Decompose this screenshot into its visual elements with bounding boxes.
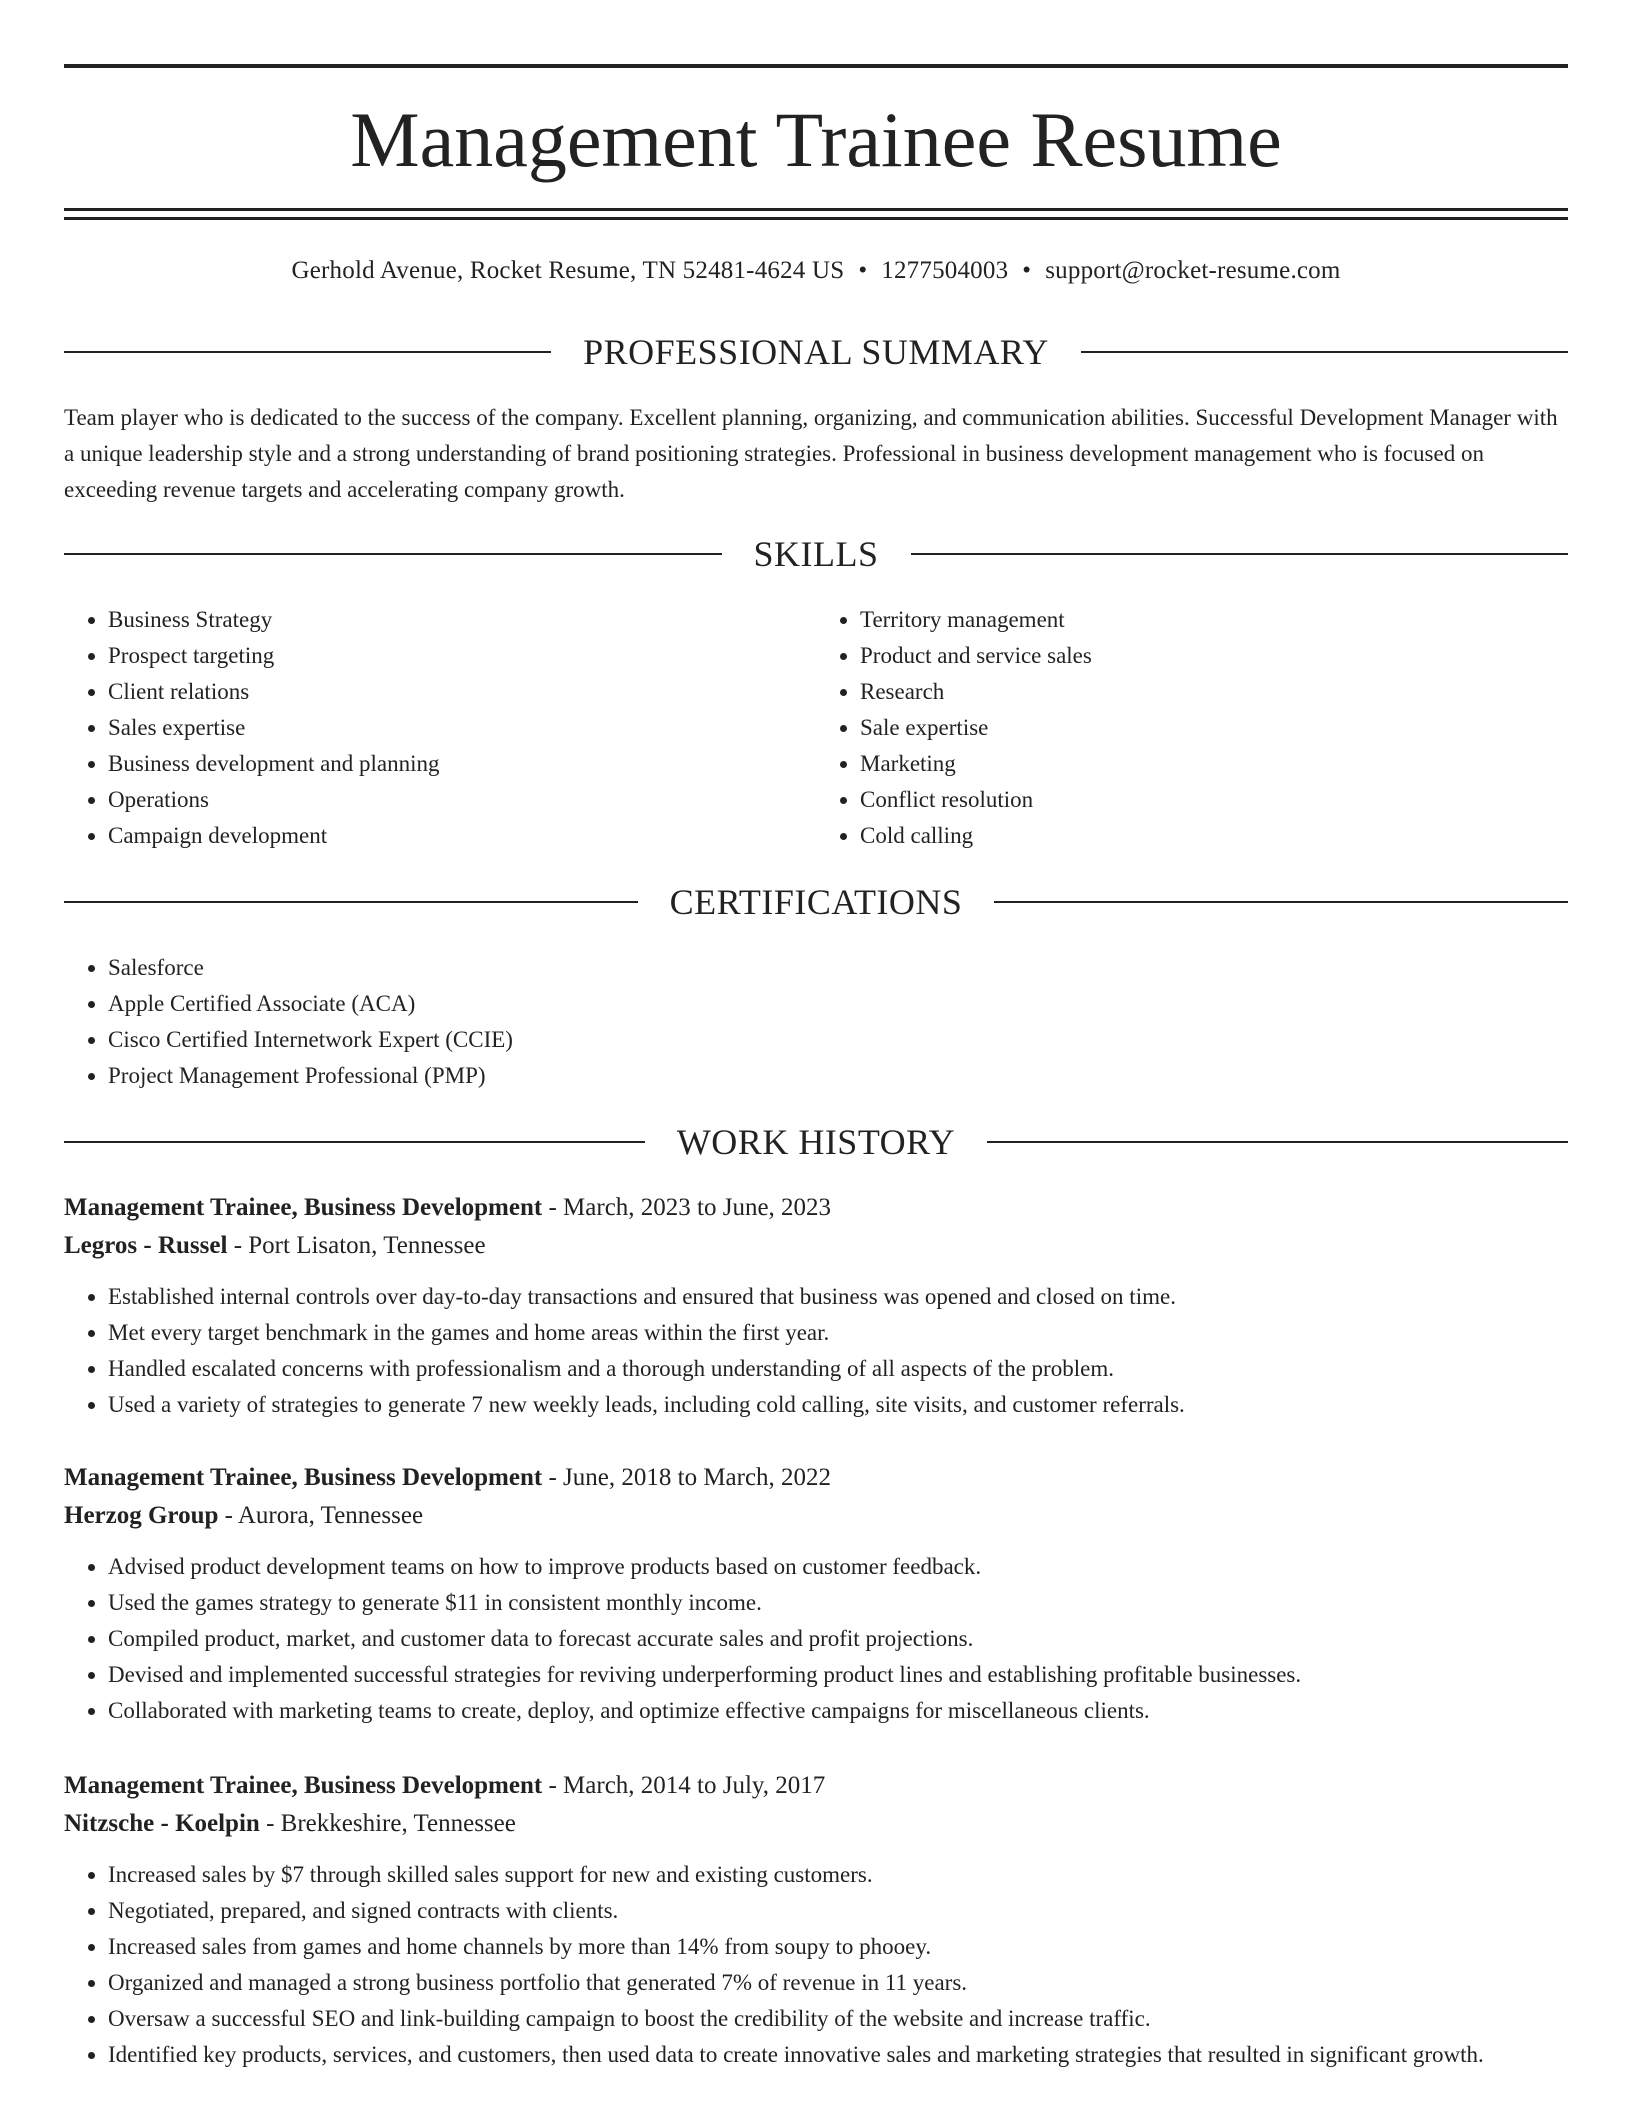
job-company: Herzog Group	[64, 1502, 219, 1529]
certifications-list	[64, 950, 1568, 1094]
job-title-line	[64, 1459, 1568, 1497]
job-title: Management Trainee, Business Development	[64, 1772, 543, 1799]
job-dates: - March, 2014 to July, 2017	[542, 1772, 826, 1799]
skill-item: • Product and service sales	[860, 638, 1568, 674]
skill-item: • Research	[860, 674, 1568, 710]
job-location: - Brekkeshire, Tennessee	[259, 1810, 516, 1837]
skill-item: • Business Strategy	[108, 602, 816, 638]
certifications-heading	[64, 880, 1568, 924]
job-company-line	[64, 1497, 1568, 1535]
contact-separator: •	[858, 257, 868, 284]
job-bullet: • Increased sales by $7 through skilled sales support for new and existing customers.	[108, 1857, 1568, 1893]
skill-item: • Operations	[108, 782, 816, 818]
contact-address: Gerhold Avenue, Rocket Resume, TN 52481-4624 US	[291, 257, 845, 284]
certification-item: • Project Management Professional (PMP)	[108, 1058, 1568, 1094]
title-double-rule	[64, 208, 1568, 220]
certification-item: • Apple Certified Associate (ACA)	[108, 986, 1568, 1022]
certification-item: • Salesforce	[108, 950, 1568, 986]
summary-heading	[64, 330, 1568, 374]
top-rule	[64, 64, 1568, 68]
work-history-heading	[64, 1120, 1568, 1164]
job-bullet: • Advised product development teams on how to improve products based on customer feedback.	[108, 1549, 1568, 1585]
job-bullet: • Handled escalated concerns with professionalism and a thorough understanding of all aspects of the problem.	[108, 1351, 1568, 1387]
job-bullet: • Established internal controls over day-to-day transactions and ensured that business was opened and closed on time.	[108, 1279, 1568, 1315]
heading-rule-left	[64, 351, 551, 353]
job-title-line	[64, 1767, 1568, 1805]
work-history-heading-label: WORK HISTORY	[676, 1122, 956, 1162]
job-bullet: • Increased sales from games and home channels by more than 14% from soupy to phooey.	[108, 1929, 1568, 1965]
heading-rule-left	[64, 1141, 645, 1143]
job-location: - Aurora, Tennessee	[218, 1502, 424, 1529]
job-bullet: • Identified key products, services, and customers, then used data to create innovative sales and marketing strategies that resulted in significant growth.	[108, 2037, 1568, 2073]
skill-item: • Territory management	[860, 602, 1568, 638]
job-title-line	[64, 1189, 1568, 1227]
job-dates: - March, 2023 to June, 2023	[542, 1194, 832, 1221]
contact-separator: •	[1022, 257, 1032, 284]
skill-item: • Sales expertise	[108, 710, 816, 746]
job-entry	[64, 1459, 1568, 1729]
skill-item: • Business development and planning	[108, 746, 816, 782]
heading-rule-left	[64, 901, 638, 903]
skills-column-right	[816, 602, 1568, 854]
skills-heading	[64, 532, 1568, 576]
skill-item: • Marketing	[860, 746, 1568, 782]
job-bullet: • Collaborated with marketing teams to create, deploy, and optimize effective campaigns for miscellaneous clients.	[108, 1693, 1568, 1729]
skill-item: • Prospect targeting	[108, 638, 816, 674]
job-bullet: • Negotiated, prepared, and signed contracts with clients.	[108, 1893, 1568, 1929]
skills-column-left	[64, 602, 816, 854]
resume-title: Management Trainee Resume	[350, 96, 1282, 183]
heading-rule-right	[911, 553, 1569, 555]
skill-item: • Conflict resolution	[860, 782, 1568, 818]
summary-text: Team player who is dedicated to the success of the company. Excellent planning, organizing, and communication abilities. Successful Development Manager with a unique leadership style and a strong understanding of brand positioning strategies. Professional in business development management who is focused on exceeding revenue targets and accelerating company growth.	[64, 405, 1558, 502]
job-title: Management Trainee, Business Development	[64, 1464, 543, 1491]
certifications-heading-label: CERTIFICATIONS	[669, 882, 963, 922]
contact-email: support@rocket-resume.com	[1045, 257, 1341, 284]
job-bullet: • Compiled product, market, and customer data to forecast accurate sales and profit projections.	[108, 1621, 1568, 1657]
job-company: Nitzsche - Koelpin	[64, 1810, 260, 1837]
job-company-line	[64, 1805, 1568, 1843]
job-bullet: • Devised and implemented successful strategies for reviving underperforming product lines and establishing profitable businesses.	[108, 1657, 1568, 1693]
skills-list	[64, 602, 1568, 854]
heading-rule-right	[1081, 351, 1568, 353]
contact-line	[64, 254, 1568, 288]
job-bullet: • Used the games strategy to generate $11 in consistent monthly income.	[108, 1585, 1568, 1621]
skill-item: • Sale expertise	[860, 710, 1568, 746]
job-dates: - June, 2018 to March, 2022	[542, 1464, 832, 1491]
job-entry	[64, 1189, 1568, 1423]
summary-heading-label: PROFESSIONAL SUMMARY	[583, 332, 1049, 372]
job-location: - Port Lisaton, Tennessee	[227, 1232, 486, 1259]
job-bullet: • Met every target benchmark in the games and home areas within the first year.	[108, 1315, 1568, 1351]
job-entry	[64, 1767, 1568, 2073]
certification-item: • Cisco Certified Internetwork Expert (CCIE)	[108, 1022, 1568, 1058]
job-company-line	[64, 1227, 1568, 1265]
heading-rule-left	[64, 553, 722, 555]
skill-item: • Campaign development	[108, 818, 816, 854]
contact-phone: 1277504003	[881, 257, 1009, 284]
job-bullet: • Organized and managed a strong business portfolio that generated 7% of revenue in 11 years.	[108, 1965, 1568, 2001]
heading-rule-right	[994, 901, 1568, 903]
skill-item: • Client relations	[108, 674, 816, 710]
skills-heading-label: SKILLS	[753, 534, 879, 574]
skill-item: • Cold calling	[860, 818, 1568, 854]
job-bullet: • Used a variety of strategies to generate 7 new weekly leads, including cold calling, site visits, and customer referrals.	[108, 1387, 1568, 1423]
job-company: Legros - Russel	[64, 1232, 228, 1259]
job-title: Management Trainee, Business Development	[64, 1194, 543, 1221]
heading-rule-right	[987, 1141, 1568, 1143]
job-bullet: • Oversaw a successful SEO and link-building campaign to boost the credibility of the website and increase traffic.	[108, 2001, 1568, 2037]
